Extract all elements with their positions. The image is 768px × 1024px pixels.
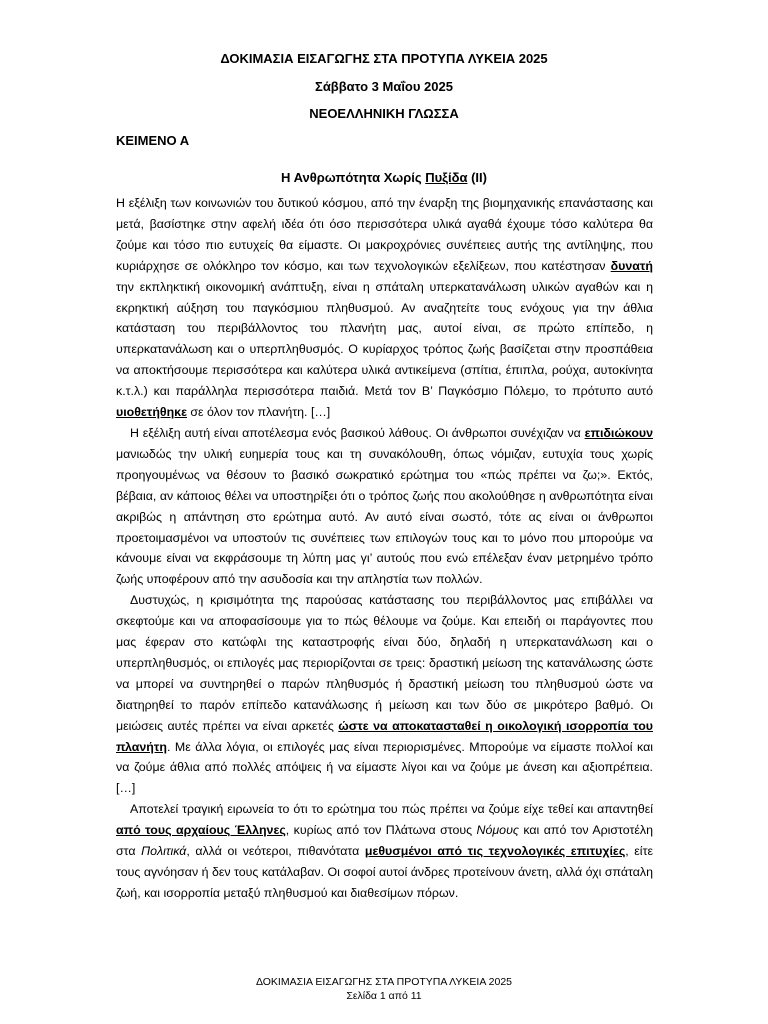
- paragraph-1-text-b: την εκπληκτική οικονομική ανάπτυξη, είναι η σπάταλη υπερκατανάλωση υλικών αγαθών και η εκρηκτική αύξηση του παγκόσμιου πληθυσμού. Αν αναζητείτε τους ενόχους για την άθλια κατάσταση του περιβάλλοντος του πλανήτη μας, αυτοί είναι, σε πρώτο επίπεδο, η υπερκατανάλωση και ο υπερπληθυσμός. Ο κυρίαρχος τρόπος ζωής βασίζεται στην προσπάθεια να αποκτήσουμε περισσότερα και καλύτερα υλικά αντικείμενα (σπίτια, έπιπλα, ρούχα, αυτοκίνητα κ.τ.λ.) και παράλληλα περισσότερα παιδιά. Μετά τον Β’ Παγκόσμιο Πόλεμο, το πρότυπο αυτό: [116, 279, 653, 399]
- paragraph-3-text-b: . Με άλλα λόγια, οι επιλογές μας είναι περιορισμένες. Μπορούμε να είμαστε πολλοί και να ζούμε άθλια από πολλές απόψεις ή να είμαστε λίγοι και να ζούμε με άνεση και αξιοπρέπεια. […]: [116, 739, 653, 796]
- section-label: ΚΕΙΜΕΝΟ Α: [116, 133, 190, 148]
- paragraph-2-text-a: Η εξέλιξη αυτή είναι αποτέλεσμα ενός βασικού λάθους. Οι άνθρωποι συνέχιζαν να: [130, 425, 585, 440]
- paragraph-2: [116, 423, 653, 590]
- paragraph-4-text-d: , αλλά οι νεότεροι, πιθανότατα: [186, 844, 365, 859]
- text-title-start: Η Ανθρωπότητα Χωρίς: [281, 170, 426, 185]
- italic-title-politika: Πολιτικά: [141, 844, 187, 859]
- body-text: [116, 193, 653, 904]
- text-title-end: (ΙΙ): [467, 170, 487, 185]
- highlighted-phrase-ancient-greeks: από τους αρχαίους Έλληνες: [116, 823, 286, 838]
- paragraph-2-text-b: μανιωδώς την υλική ευημερία τους και τη συνακόλουθη, όπως νόμιζαν, ευτυχία τους χωρίς προηγουμένως να θέσουν το βασικό σωκρατικό ερώτημα του «πώς πρέπει να ζω;». Εκτός, βέβαια, αν κάποιος θέλει να υποστηρίξει ότι ο τρόπος ζωής που ακολούθησε η ανθρωπότητα είναι ακριβώς η απάντηση στο ερώτημα αυτό. Αν αυτό είναι σωστό, τότε ας είναι οι άνθρωποι προετοιμασμένοι να υποστούν τις συνέπειες των επιλογών τους και το μόνο που μπορούμε να κάνουμε είναι να εκφράσουμε τη λύπη μας γι’ αυτούς που ενώ επέλεξαν έναν μετρημένο τρόπο ζωής υποφέρουν από την ασυδοσία και την απληστία των πολλών.: [116, 446, 653, 587]
- paragraph-4-text-c: και από τον Αριστοτέλη στα: [116, 823, 653, 859]
- footer-page-number: Σελίδα 1 από 11: [346, 990, 422, 1002]
- paragraph-4-text-b: , κυρίως από τον Πλάτωνα στους: [285, 823, 477, 838]
- exam-title: ΔΟΚΙΜΑΣΙΑ ΕΙΣΑΓΩΓΗΣ ΣΤΑ ΠΡΟΤΥΠΑ ΛΥΚΕΙΑ 2025: [220, 51, 548, 66]
- paragraph-1-text-a: Η εξέλιξη των κοινωνιών του δυτικού κόσμου, από την έναρξη της βιομηχανικής επανάστασης και μετά, βασίστηκε στην αφελή ιδέα ότι όσο περισσότερα υλικά αγαθά έχουμε τόσο καλύτερα θα ζούμε και τόσο πιο ευτυχείς θα είμαστε. Οι μακροχρόνιες συνέπειες αυτής της αντίληψης, που κυριάρχησε σε ολόκληρο τον κόσμο, και των τεχνολογικών εξελίξεων, που κατέστησαν: [116, 196, 653, 273]
- highlighted-word-dynati: δυνατή: [610, 258, 653, 273]
- page-footer: [0, 975, 768, 1003]
- paragraph-1-text-c: σε όλον τον πλανήτη. […]: [186, 405, 331, 420]
- highlighted-word-yiothetithike: υιοθετήθηκε: [116, 405, 187, 420]
- italic-title-nomoi: Νόμους: [476, 823, 519, 838]
- footer-exam-title: ΔΟΚΙΜΑΣΙΑ ΕΙΣΑΓΩΓΗΣ ΣΤΑ ΠΡΟΤΥΠΑ ΛΥΚΕΙΑ 2025: [255, 976, 513, 988]
- paragraph-1: [116, 193, 653, 423]
- highlighted-phrase-technological-successes: μεθυσμένοι από τις τεχνολογικές επιτυχίες: [364, 844, 626, 859]
- paragraph-4-text-e: , είτε τους αγνόησαν ή δεν τους κατάλαβαν. Οι σοφοί αυτοί άνδρες προτείνουν άνετη, αλλά όχι σπάταλη ζωή, και ισορροπία μεταξύ πληθυσμού και διαθεσίμων πόρων.: [116, 844, 653, 900]
- text-title: [0, 170, 768, 185]
- exam-date: Σάββατο 3 Μαΐου 2025: [315, 79, 453, 94]
- paragraph-4: [116, 799, 653, 904]
- paragraph-4-text-a: Αποτελεί τραγική ειρωνεία το ότι το ερώτημα του πώς πρέπει να ζούμε είχε τεθεί και απαντηθεί: [130, 802, 653, 817]
- exam-subject: ΝΕΟΕΛΛΗΝΙΚΗ ΓΛΩΣΣΑ: [309, 106, 459, 121]
- highlighted-word-epidiokoun: επιδιώκουν: [584, 425, 653, 440]
- paragraph-3: [116, 590, 653, 799]
- text-title-underlined-word: Πυξίδα: [425, 170, 468, 185]
- highlighted-phrase-ecological-balance: ώστε να αποκατασταθεί η οικολογική ισορροπία του πλανήτη: [116, 718, 653, 754]
- paragraph-3-text-a: Δυστυχώς, η κρισιμότητα της παρούσας κατάστασης του περιβάλλοντος μας επιβάλλει να σκεφτούμε και να αποφασίσουμε για το πώς θέλουμε να ζούμε. Και επειδή οι παράγοντες που μας έφεραν στο κατώφλι της καταστροφής είναι δύο, δηλαδή η υπερκατανάλωση και ο υπερπληθυσμός, οι επιλογές μας περιορίζονται σε τρεις: δραστική μείωση της κατανάλωσης ώστε να μπορεί να συντηρηθεί ο παρών πληθυσμός ή δραστική μείωση του πληθυσμού ώστε να διατηρηθεί το παρόν επίπεδο κατανάλωσης ή μείωση και των δύο σε μικρότερο βαθμό. Οι μειώσεις αυτές πρέπει να είναι αρκετές: [116, 593, 653, 733]
